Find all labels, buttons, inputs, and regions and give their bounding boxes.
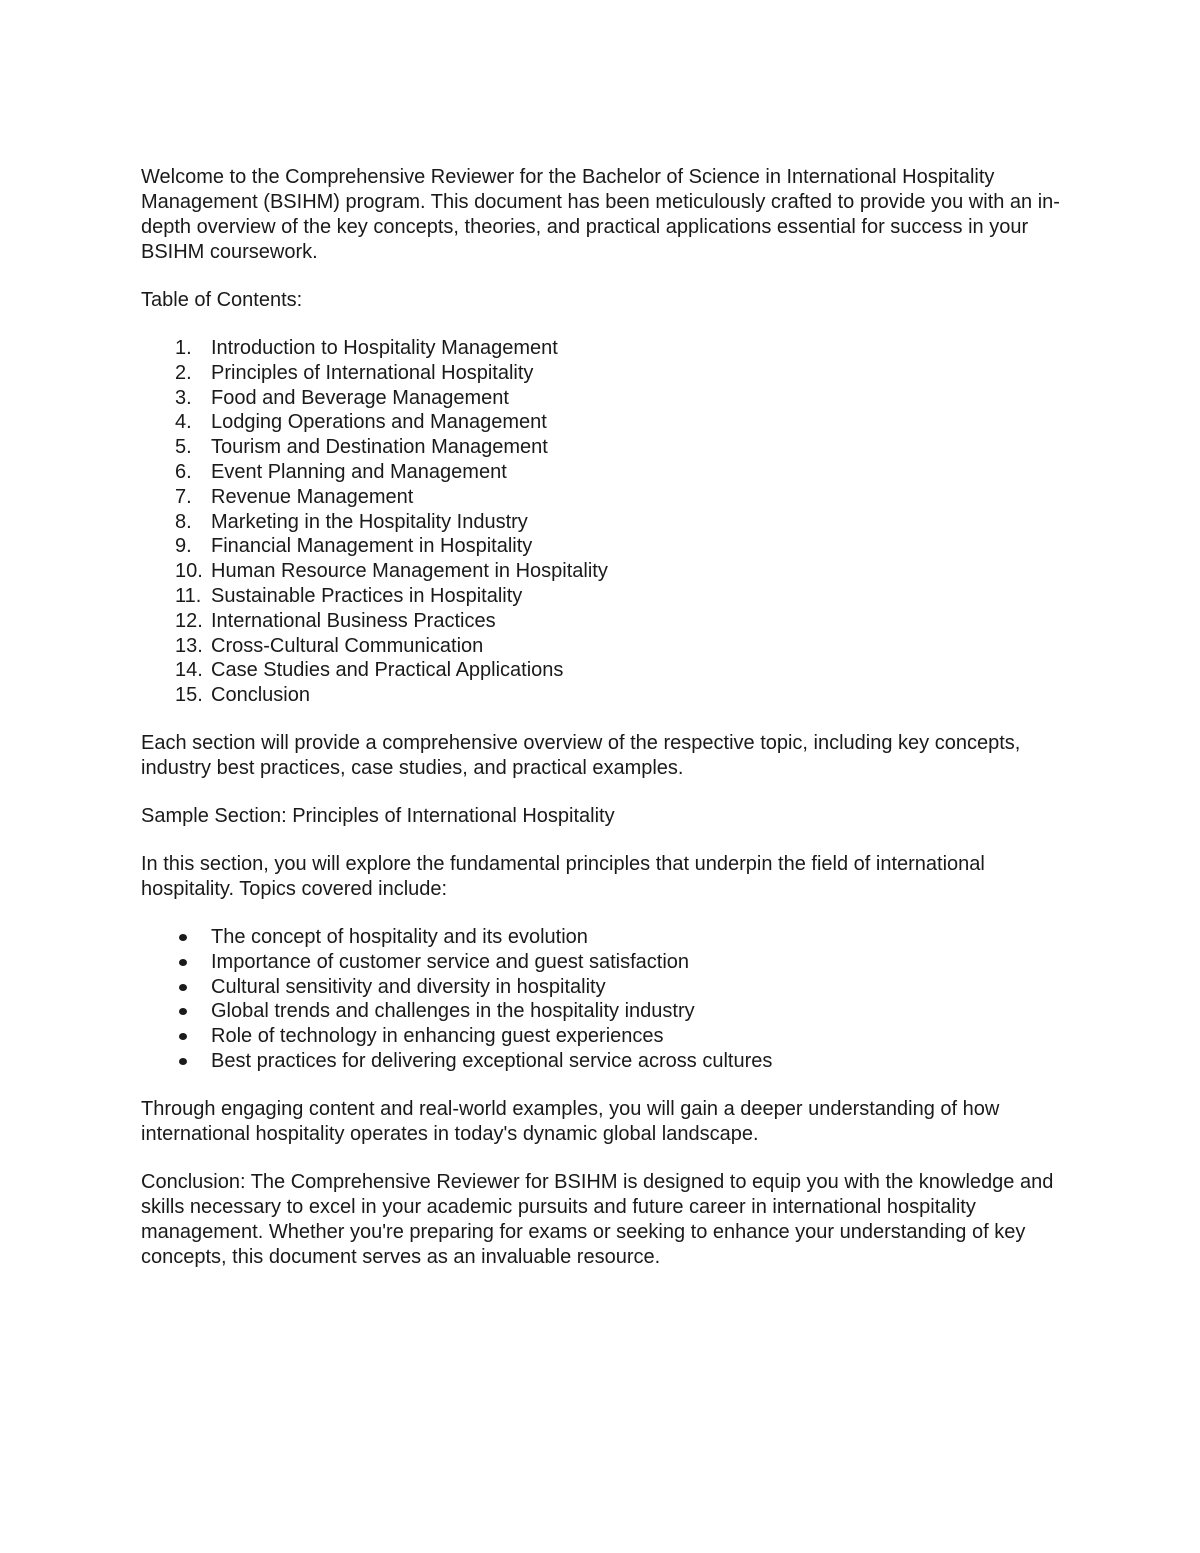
document-body [141,165,1071,1293]
toc-item [141,559,1071,584]
toc-item-text: Financial Management in Hospitality [211,535,533,558]
bullet-icon [179,959,187,966]
toc-list [141,336,1071,708]
bullet-icon [179,934,187,941]
toc-item-number: 15. [175,684,203,707]
toc-item-text: Cross-Cultural Communication [211,634,484,657]
bullet-icon [179,1033,187,1040]
toc-item-number: 11. [175,584,202,607]
toc-item-number: 6. [175,460,192,483]
toc-item-text: Case Studies and Practical Applications [211,659,564,682]
toc-item-number: 4. [175,411,192,434]
toc-item [141,460,1071,485]
toc-item-number: 10. [175,560,203,583]
bullet-icon [179,984,187,991]
toc-item [141,609,1071,634]
toc-item-number: 1. [175,337,192,359]
toc-item [141,410,1071,435]
toc-item-text: Principles of International Hospitality [211,361,534,384]
toc-item-text: Tourism and Destination Management [211,436,548,459]
sample-section-heading: Sample Section: Principles of International Hospitality [141,804,615,827]
toc-item [141,435,1071,460]
topic-item [141,950,1071,975]
topic-item-text: Role of technology in enhancing guest experiences [211,1025,664,1048]
toc-item-text: Introduction to Hospitality Management [211,337,558,359]
toc-item-text: Marketing in the Hospitality Industry [211,510,528,533]
topic-item [141,999,1071,1024]
topic-item-text: Cultural sensitivity and diversity in hospitality [211,975,606,998]
topic-item [141,925,1071,950]
toc-item-number: 9. [175,535,192,558]
toc-item-number: 12. [175,609,203,632]
sections-note-paragraph: Each section will provide a comprehensive overview of the respective topic, including key concepts, industry best practices, case studies, and practical examples. [141,731,1021,779]
toc-heading: Table of Contents: [141,289,303,311]
toc-item-number: 5. [175,436,192,459]
toc-item-text: Revenue Management [211,485,414,508]
toc-item-number: 14. [175,659,203,682]
toc-item-text: Lodging Operations and Management [211,411,547,434]
toc-item-number: 3. [175,386,192,409]
topics-list [141,925,1071,1074]
toc-item-text: Conclusion [211,684,310,707]
toc-item-number: 7. [175,485,192,508]
intro-paragraph: Welcome to the Comprehensive Reviewer for the Bachelor of Science in International Hospitality Management (BSIHM) program. This document has been meticulously crafted to provide you with an in-depth overview of the key concepts, theories, and practical applications essential for success in your BSIHM coursework. [141,166,1060,263]
toc-item [141,658,1071,683]
toc-item-text: International Business Practices [211,609,496,632]
toc-item [141,534,1071,559]
bullet-icon [179,1008,187,1015]
topic-item [141,1049,1071,1074]
toc-item [141,584,1071,609]
toc-item [141,386,1071,411]
topic-item-text: Importance of customer service and guest satisfaction [211,950,690,973]
topic-item-text: Global trends and challenges in the hospitality industry [211,1000,695,1023]
toc-item-text: Food and Beverage Management [211,386,509,409]
toc-item-text: Sustainable Practices in Hospitality [211,584,523,607]
toc-item-number: 2. [175,361,192,384]
toc-item [141,361,1071,386]
topic-item [141,1024,1071,1049]
toc-item [141,336,1071,361]
sample-intro-paragraph: In this section, you will explore the fundamental principles that underpin the field of international hospitality. Topics covered include: [141,852,985,900]
toc-item [141,485,1071,510]
toc-item [141,634,1071,659]
toc-item-text: Human Resource Management in Hospitality [211,560,608,583]
toc-item-number: 13. [175,634,203,657]
toc-item [141,510,1071,535]
toc-item-number: 8. [175,510,192,533]
sample-outro-paragraph: Through engaging content and real-world examples, you will gain a deeper understanding of how international hospitality operates in today's dynamic global landscape. [141,1097,1000,1145]
toc-item [141,683,1071,708]
toc-item-text: Event Planning and Management [211,460,507,483]
topic-item-text: Best practices for delivering exceptional service across cultures [211,1049,773,1072]
topic-item [141,975,1071,1000]
topic-item-text: The concept of hospitality and its evolution [211,925,588,948]
bullet-icon [179,1058,187,1065]
conclusion-paragraph: Conclusion: The Comprehensive Reviewer for BSIHM is designed to equip you with the knowledge and skills necessary to excel in your academic pursuits and future career in international hospitality management. Whether you're preparing for exams or seeking to enhance your understanding of key concepts, this document serves as an invaluable resource. [141,1170,1054,1268]
